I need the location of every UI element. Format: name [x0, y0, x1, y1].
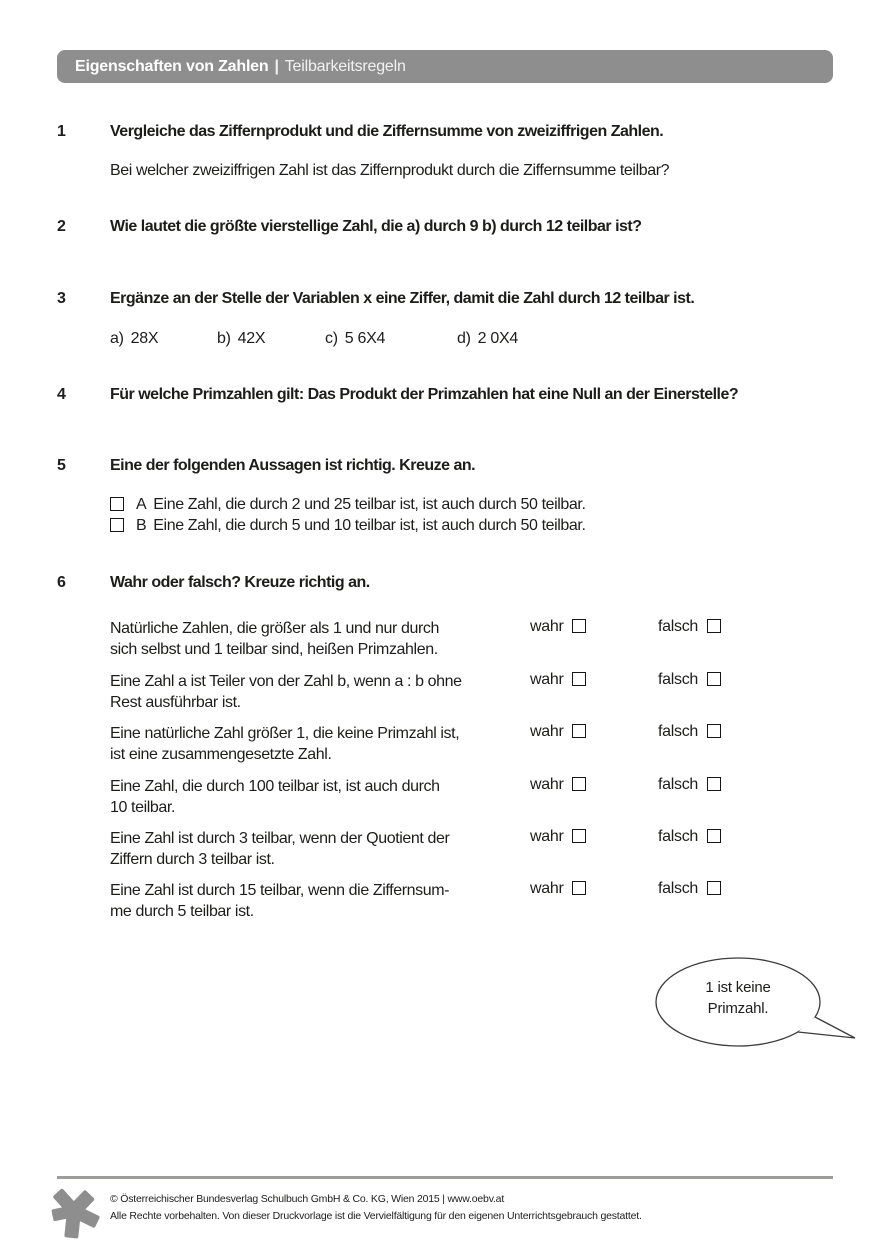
wahr-cell	[530, 618, 586, 636]
option-d-value: 2 0X4	[477, 330, 518, 347]
question-5-title: Eine der folgenden Aussagen ist richtig. Kreuze an.	[110, 457, 476, 474]
wahr-cell	[530, 671, 586, 689]
question-1-title: Vergleiche das Ziffernprodukt und die Ziffernsumme von zweiziffrigen Zahlen.	[110, 123, 664, 140]
falsch-cell	[658, 671, 721, 689]
option-d-label: d)	[457, 330, 471, 347]
falsch-checkbox[interactable]	[707, 619, 721, 633]
option-c-label: c)	[325, 330, 338, 347]
falsch-checkbox[interactable]	[707, 777, 721, 791]
choice-b-letter: B	[136, 517, 147, 534]
oebv-logo-icon	[47, 1185, 105, 1243]
question-3-option-d	[457, 330, 518, 348]
falsch-cell	[658, 618, 721, 636]
footer-rights: Alle Rechte vorbehalten. Von dieser Druckvorlage ist die Vervielfältigung für den eigenen Unterrichtsgebrauch gestattet.	[110, 1210, 642, 1222]
wahr-label: wahr	[530, 828, 564, 845]
question-2-title: Wie lautet die größte vierstellige Zahl, die a) durch 9 b) durch 12 teilbar ist?	[110, 218, 642, 235]
falsch-cell	[658, 880, 721, 898]
option-a-label: a)	[110, 330, 124, 347]
statement-text: Eine natürliche Zahl größer 1, die keine Primzahl ist, ist eine zusammengesetzte Zahl.	[110, 725, 460, 763]
question-3-option-c	[325, 330, 385, 348]
falsch-checkbox[interactable]	[707, 881, 721, 895]
wahr-cell	[530, 776, 586, 794]
wahr-label: wahr	[530, 723, 564, 740]
header-title-bold: Eigenschaften von Zahlen	[75, 57, 269, 75]
question-1-subtext: Bei welcher zweiziffrigen Zahl ist das Ziffernprodukt durch die Ziffernsumme teilbar?	[110, 162, 670, 179]
wahr-checkbox[interactable]	[572, 777, 586, 791]
falsch-cell	[658, 776, 721, 794]
choice-a-checkbox[interactable]	[110, 497, 124, 511]
question-2-number: 2	[57, 218, 66, 235]
wahr-label: wahr	[530, 776, 564, 793]
question-5-choice-b	[110, 517, 586, 535]
statement-text: Natürliche Zahlen, die größer als 1 und nur durch sich selbst und 1 teilbar sind, heißen Primzahlen.	[110, 620, 440, 658]
question-3-number: 3	[57, 290, 66, 307]
choice-b-checkbox[interactable]	[110, 518, 124, 532]
falsch-label: falsch	[658, 723, 698, 740]
choice-a-letter: A	[136, 496, 147, 513]
falsch-checkbox[interactable]	[707, 829, 721, 843]
choice-a-text: Eine Zahl, die durch 2 und 25 teilbar ist, ist auch durch 50 teilbar.	[153, 496, 586, 513]
choice-b-text: Eine Zahl, die durch 5 und 10 teilbar ist, ist auch durch 50 teilbar.	[153, 517, 586, 534]
falsch-label: falsch	[658, 618, 698, 635]
question-6-number: 6	[57, 574, 66, 591]
statement-text: Eine Zahl ist durch 15 teilbar, wenn die Ziffernsum- me durch 5 teilbar ist.	[110, 882, 450, 920]
falsch-label: falsch	[658, 828, 698, 845]
wahr-checkbox[interactable]	[572, 672, 586, 686]
option-c-value: 5 6X4	[344, 330, 386, 347]
statement-text: Eine Zahl a ist Teiler von der Zahl b, wenn a : b ohne Rest ausführbar ist.	[110, 673, 462, 711]
falsch-checkbox[interactable]	[707, 724, 721, 738]
wahr-checkbox[interactable]	[572, 724, 586, 738]
falsch-label: falsch	[658, 776, 698, 793]
falsch-label: falsch	[658, 671, 698, 688]
speech-bubble-text: 1 ist keine Primzahl.	[705, 979, 771, 1017]
falsch-label: falsch	[658, 880, 698, 897]
wahr-checkbox[interactable]	[572, 619, 586, 633]
statement-text: Eine Zahl, die durch 100 teilbar ist, ist auch durch 10 teilbar.	[110, 778, 440, 816]
wahr-cell	[530, 828, 586, 846]
question-3-option-b	[217, 330, 265, 348]
footer-divider	[57, 1176, 833, 1179]
question-5-number: 5	[57, 457, 66, 474]
wahr-label: wahr	[530, 671, 564, 688]
question-3-title: Ergänze an der Stelle der Variablen x eine Ziffer, damit die Zahl durch 12 teilbar ist.	[110, 290, 695, 307]
header-title-separator: |	[274, 57, 279, 75]
footer-text	[110, 1191, 760, 1225]
falsch-checkbox[interactable]	[707, 672, 721, 686]
falsch-cell	[658, 723, 721, 741]
question-4-number: 4	[57, 386, 66, 403]
worksheet-header-bar	[57, 50, 833, 83]
question-4-title: Für welche Primzahlen gilt: Das Produkt der Primzahlen hat eine Null an der Einerstelle?	[110, 386, 739, 403]
wahr-checkbox[interactable]	[572, 829, 586, 843]
option-a-value: 28X	[130, 330, 159, 347]
wahr-label: wahr	[530, 618, 564, 635]
footer-copyright: © Österreichischer Bundesverlag Schulbuch GmbH & Co. KG, Wien 2015 | www.oebv.at	[110, 1193, 505, 1205]
wahr-label: wahr	[530, 880, 564, 897]
option-b-label: b)	[217, 330, 231, 347]
header-title-subtitle: Teilbarkeitsregeln	[284, 57, 406, 75]
question-5-choice-a	[110, 496, 586, 514]
question-3-option-a	[110, 330, 158, 348]
question-6-title: Wahr oder falsch? Kreuze richtig an.	[110, 574, 370, 591]
option-b-value: 42X	[237, 330, 266, 347]
wahr-cell	[530, 723, 586, 741]
wahr-cell	[530, 880, 586, 898]
statement-text: Eine Zahl ist durch 3 teilbar, wenn der Quotient der Ziffern durch 3 teilbar ist.	[110, 830, 450, 868]
question-1-number: 1	[57, 123, 66, 140]
wahr-checkbox[interactable]	[572, 881, 586, 895]
speech-bubble	[650, 952, 865, 1047]
falsch-cell	[658, 828, 721, 846]
